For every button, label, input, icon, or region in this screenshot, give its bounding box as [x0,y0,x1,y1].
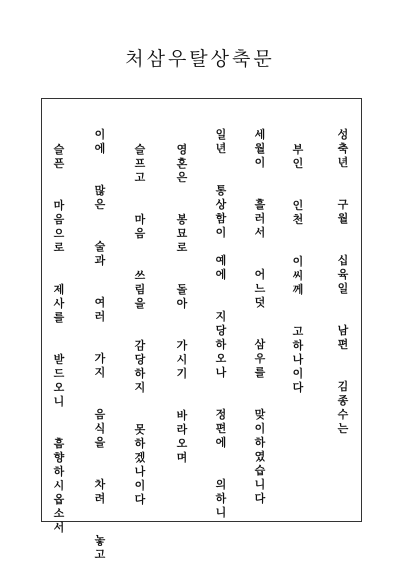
text-char: 다 [254,492,266,505]
text-char: 받 [53,353,65,366]
text-char: 천 [292,213,304,226]
text-char: 려 [94,492,106,505]
text-char: 축 [337,142,349,155]
text-char: 많 [94,184,106,197]
text-phrase [250,268,270,310]
text-char: 정 [215,408,227,421]
text-char: 가 [94,352,106,365]
text-char: 예 [215,254,227,267]
text-char: 이 [94,128,106,141]
text-column [288,143,308,395]
text-char: 슬 [134,143,146,156]
text-column [172,143,192,465]
text-char: 를 [53,311,65,324]
text-char: 일 [215,128,227,141]
text-char: 나 [134,465,146,478]
text-phrase [49,199,69,255]
text-phrase [211,408,231,450]
text-column [49,143,69,535]
text-char: 당 [215,324,227,337]
text-char: 편 [337,338,349,351]
text-char: 이 [254,422,266,435]
text-char: 사 [53,297,65,310]
text-char: 니 [254,478,266,491]
text-char: 나 [215,366,227,379]
text-char: 봉 [176,213,188,226]
text-char: 에 [94,142,106,155]
text-char: 어 [254,268,266,281]
text-char: 를 [254,366,266,379]
text-char: 은 [94,198,106,211]
text-phrase [211,478,231,520]
text-phrase [250,408,270,506]
text-char: 남 [337,324,349,337]
text-char: 니 [215,506,227,519]
text-char: 구 [337,198,349,211]
text-char: 가 [176,339,188,352]
text-char: 을 [94,436,106,449]
text-phrase [49,437,69,535]
text-phrase [130,423,150,507]
text-char: 으 [53,227,65,240]
text-char: 바 [176,409,188,422]
text-char: 이 [134,479,146,492]
text-phrase [90,128,110,156]
text-char: 월 [254,142,266,155]
text-char: 영 [176,143,188,156]
text-phrase [333,198,353,226]
text-char: 식 [94,422,106,435]
text-char: 차 [94,478,106,491]
text-phrase [333,380,353,436]
text-column [211,128,231,520]
text-phrase [288,325,308,395]
text-char: 인 [292,157,304,170]
text-char: 고 [94,548,106,561]
page-title: 처삼우탈상축문 [125,48,275,70]
text-phrase [211,310,231,380]
text-char: 오 [176,437,188,450]
text-char: 년 [215,142,227,155]
text-char: 니 [53,395,65,408]
text-char: 마 [134,213,146,226]
text-phrase [211,254,231,282]
text-phrase [250,198,270,240]
text-phrase [172,339,192,381]
text-char: 는 [337,422,349,435]
text-char: 하 [254,436,266,449]
text-phrase [130,143,150,185]
text-char: 월 [337,212,349,225]
text-char: 상 [215,198,227,211]
text-char: 오 [53,381,65,394]
text-char: 겠 [134,451,146,464]
text-column [90,128,110,562]
text-char: 다 [292,381,304,394]
text-char: 을 [134,297,146,310]
text-char: 하 [215,492,227,505]
text-char: 편 [215,422,227,435]
text-char: 러 [94,310,106,323]
text-char: 느 [254,282,266,295]
text-phrase [172,213,192,255]
text-char: 라 [176,423,188,436]
text-phrase [130,339,150,395]
text-char: 제 [53,283,65,296]
text-char: 로 [176,241,188,254]
text-char: 며 [176,451,188,464]
text-char: 여 [94,296,106,309]
text-char: 우 [254,352,266,365]
text-phrase [90,240,110,268]
text-char: 삼 [254,338,266,351]
text-phrase [288,255,308,297]
text-phrase [172,409,192,465]
text-char: 하 [53,465,65,478]
text-char: 습 [254,464,266,477]
text-char: 소 [53,507,65,520]
text-char: 돌 [176,283,188,296]
text-char: 시 [53,479,65,492]
text-char: 일 [337,282,349,295]
text-char: 나 [292,353,304,366]
text-char: 기 [176,367,188,380]
text-phrase [49,143,69,171]
text-char: 과 [94,254,106,267]
text-char: 픈 [53,157,65,170]
text-char: 드 [53,367,65,380]
text-column [333,128,353,436]
text-char: 쓰 [134,269,146,282]
text-char: 하 [134,437,146,450]
text-char: 함 [215,212,227,225]
text-char: 놓 [94,534,106,547]
text-char: 지 [215,310,227,323]
text-char: 부 [292,143,304,156]
text-char: 다 [134,493,146,506]
text-phrase [90,408,110,450]
text-phrase [250,338,270,380]
text-char: 하 [292,339,304,352]
text-char: 음 [94,408,106,421]
text-char: 씨 [292,269,304,282]
text-char: 하 [134,367,146,380]
text-char: 의 [215,478,227,491]
text-char: 묘 [176,227,188,240]
text-char: 당 [134,353,146,366]
text-char: 이 [292,367,304,380]
text-char: 지 [94,366,106,379]
text-phrase [90,352,110,380]
text-char: 마 [53,199,65,212]
text-char: 성 [337,128,349,141]
text-char: 인 [292,199,304,212]
text-phrase [90,296,110,324]
text-char: 오 [215,352,227,365]
text-phrase [130,269,150,311]
text-phrase [333,254,353,296]
text-phrase [49,353,69,409]
text-char: 십 [337,254,349,267]
text-phrase [288,199,308,227]
text-char: 시 [176,353,188,366]
text-phrase [333,324,353,352]
text-char: 슬 [53,143,65,156]
text-char: 였 [254,450,266,463]
text-char: 서 [53,521,65,534]
text-char: 이 [215,226,227,239]
text-phrase [49,283,69,325]
text-char: 옵 [53,493,65,506]
text-column [250,128,270,506]
text-char: 프 [134,157,146,170]
text-phrase [90,534,110,562]
text-phrase [172,283,192,311]
text-char: 김 [337,380,349,393]
text-char: 이 [254,156,266,169]
text-char: 음 [134,227,146,240]
text-char: 술 [94,240,106,253]
text-char: 러 [254,212,266,225]
text-char: 덧 [254,296,266,309]
text-phrase [288,143,308,171]
text-char: 흠 [53,437,65,450]
text-char: 혼 [176,157,188,170]
text-phrase [172,143,192,185]
text-phrase [90,184,110,212]
text-char: 맞 [254,408,266,421]
text-char: 서 [254,226,266,239]
text-phrase [90,478,110,506]
text-char: 세 [254,128,266,141]
text-char: 지 [134,381,146,394]
text-char: 통 [215,184,227,197]
text-char: 림 [134,283,146,296]
text-char: 은 [176,171,188,184]
text-char: 아 [176,297,188,310]
text-char: 고 [292,325,304,338]
text-char: 감 [134,339,146,352]
text-char: 년 [337,156,349,169]
text-char: 음 [53,213,65,226]
text-phrase [333,128,353,170]
text-char: 종 [337,394,349,407]
text-char: 께 [292,283,304,296]
text-phrase [130,213,150,241]
text-phrase [250,128,270,170]
text-char: 향 [53,451,65,464]
text-char: 육 [337,268,349,281]
text-char: 로 [53,241,65,254]
text-phrase [211,128,231,156]
text-char: 고 [134,171,146,184]
text-char: 에 [215,436,227,449]
text-char: 하 [215,338,227,351]
text-char: 이 [292,255,304,268]
text-char: 에 [215,268,227,281]
text-char: 못 [134,423,146,436]
text-char: 흘 [254,198,266,211]
text-column [130,143,150,507]
text-phrase [211,184,231,240]
text-char: 수 [337,408,349,421]
